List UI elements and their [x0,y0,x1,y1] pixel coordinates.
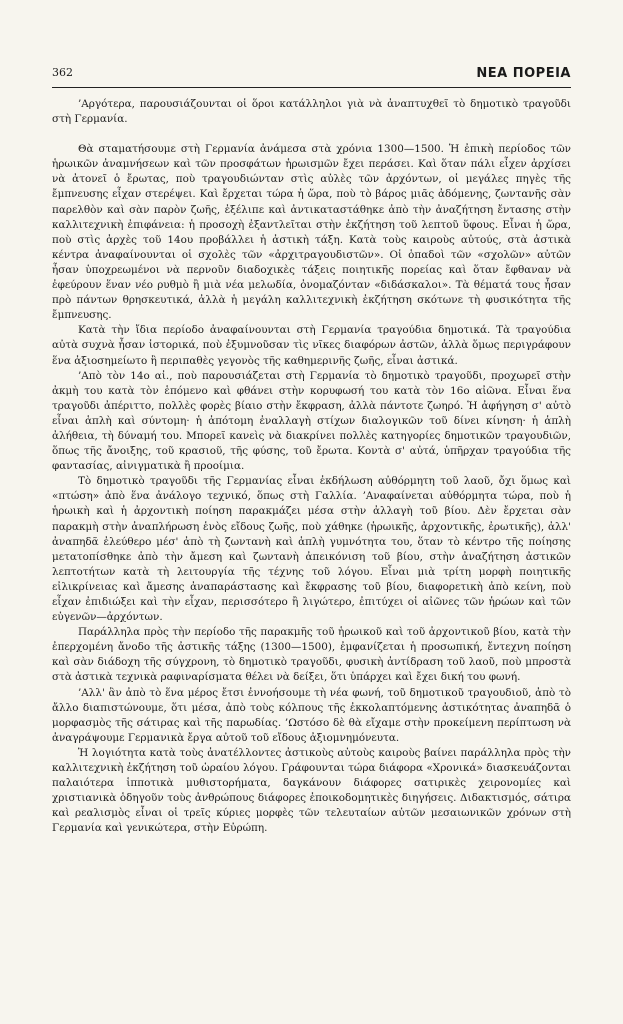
paragraph-4: ’Απὸ τὸν 14ο αἰ., ποὺ παρουσιάζεται στὴ Γερμανία τὸ δημοτικὸ τραγοῦδι, προχωρεῖ στὴν ἀκμὴ του κατὰ τὸν ἑπόμενο καὶ φθάνει στὴν κορυφωσή του κατὰ τὸν 16ο αἰῶνα. Εἶναι ἕνα τραγοῦδι ἀπέριττο, πολλὲς φορὲς βίαιο στὴν ἔκφραση, ἀλλὰ πάντοτε ζωηρό. Ἡ ἀφήγηση σ' αὐτὸ εἶναι ἁπλὴ καὶ σύντομη· ἡ ἀπότομη ἐναλλαγὴ στίχων διαλογικῶν τοῦ δίνει κίνηση· ἡ ἁπλὴ ἀλήθεια, τὴ δύναμή του. Μπορεῖ κανεὶς νὰ διακρίνει πολλὲς κατηγορίες δημοτικῶν τραγουδιῶν, ὅπως τῆς ἄνοιξης, τοῦ κρασιοῦ, τῆς φύσης, τοῦ ἔρωτα. Κοντὰ σ' αὐτά, ὑπῆρχαν τραγούδια τῆς φαντασίας, αἰνιγματικὰ ἢ προοίμια. [52,369,571,473]
paragraph-2: Θὰ σταματήσουμε στὴ Γερμανία ἀνάμεσα στὰ χρόνια 1300—1500. Ἡ ἐπικὴ περίοδος τῶν ἡρωικῶν ἀναμνήσεων καὶ τῶν προσφάτων ἡρωισμῶν ἔχει περάσει. Καὶ ὅταν πάλι εἶχεν ἀρχίσει νὰ ἀτονεῖ ὁ ἔρωτας, ποὺ τραγουδιώνταν στὶς αὐλὲς τῶν ἀρχόντων, οἱ μεγάλες πηγὲς τῆς ἔμπνευσης εἶχαν στερέψει. Καὶ ἔρχεται τώρα ἡ ὥρα, ποὺ τὸ βάρος μιᾶς ἀδόμενης, ζωντανῆς σὰν παρελθὸν καὶ σὰν παρὸν ζωῆς, ἐξέλιπε καὶ ἀντικαταστάθηκε ἀπὸ τὴν ἀναζήτηση ἔντασης στὴν καλλιτεχνικὴ ἐπιφάνεια: ἡ προσοχὴ ἐξαντλεῖται στὴν ἐκζήτηση τοῦ λεπτοῦ ὕφους. Εἶναι ἡ ὥρα, ποὺ στὶς ἀρχὲς τοῦ 14ου προβάλλει ἡ ἀστικὴ τάξη. Κατὰ τοὺς καιροὺς αὐτούς, στὰ ἀστικὰ κέντρα ἀναφαίνουνται οἱ σχολὲς τῶν «ἀρχιτραγουδιστῶν». Οἱ ὁπαδοὶ τῶν «σχολῶν» αὐτῶν ἦσαν ὑποχρεωμένοι νὰ περνοῦν διαδοχικὲς τάξεις ποιητικῆς πορείας καὶ ὅταν ἔφθαναν νὰ ἐφεύρουν ἕναν νέο ρυθμὸ ἢ μιὰ νέα μελωδία, ὀνομαζόνταν «διδάσκαλοι». Τὰ θέματά τους ἦσαν πρὸ πάντων θρησκευτικά, ἀλλὰ ἡ μεγάλη καλλιτεχνικὴ ἐκζήτηση σκότωνε τὴ φυσικότητα τῆς ἔμπνευσης. [52,143,571,322]
paragraph-8: Ἡ λογιότητα κατὰ τοὺς ἀνατέλλοντες ἀστικοὺς αὐτοὺς καιροὺς βαίνει παράλληλα πρὸς τὴν καλλιτεχνικὴ ἐκζήτηση τοῦ ὡραίου λόγου. Γράφουνται τώρα διάφορα «Χρονικά» διασκευάζονται παλαιότερα ἱπποτικὰ μυθιστορήματα, δαγκάνουν διάφορες σατιρικὲς χειρονομίες καὶ χριστιανικὰ ὁδηγοῦν τοὺς ἀνθρώπους διάφορες ἐποικοδομητικὲς διηγήσεις. Διδακτισμός, σάτιρα καὶ ρεαλισμὸς εἶναι οἱ τρεῖς κύριες μορφὲς τῶν τελευταίων αὐτῶν μεσαιωνικῶν χρόνων στὴ Γερμανία καὶ γενικώτερα, στὴν Εὐρώπη. [52,746,571,835]
paragraph-7: ’Αλλ' ἂν ἀπὸ τὸ ἕνα μέρος ἔτσι ἐννοήσουμε τὴ νέα φωνή, τοῦ δημοτικοῦ τραγουδιοῦ, ἀπὸ τὸ ἄλλο διαπιστώνουμε, ὅτι μέσα, ἀπὸ τοὺς κόλπους τῆς ἐκκολαπτόμενης ἀστικότητας ἀναπηδᾶ ὁ μορφασμὸς τῆς σάτιρας καὶ τῆς παρωδίας. ’Ωστόσο δὲ θὰ εἴχαμε στὴν προκείμενη περίπτωση νὰ ἀναγράψουμε Γερμανικὰ ἔργα αὐτοῦ τοῦ εἴδους ἀξιομνημόνευτα. [52,686,571,744]
page-number: 362 [52,66,73,79]
header-rule [52,87,571,88]
paragraph-5: Τὸ δημοτικὸ τραγοῦδι τῆς Γερμανίας εἶναι ἐκδήλωση αὐθόρμητη τοῦ λαοῦ, ὄχι ὅμως καὶ «πτώση» ἀπὸ ἕνα ἀνάλογο τεχνικό, ὅπως στὴ Γαλλία. ’Αναφαίνεται αὐθόρμητα τώρα, ποὺ ἡ ἡρωικὴ καὶ ἡ ἀρχοντικὴ ποίηση παρακμάζει μέσα στὴν ἀλλαγὴ τοῦ βίου. Δὲν ἔρχεται σὰν παρακμὴ στὴν ἀναπλήρωση ἑνὸς εἴδους ζωῆς, ποὺ χάθηκε (ἡρωικῆς, ἀρχοντικῆς, ἐρωτικῆς), ἀλλ' ἀναπηδᾶ ἐλεύθερο μέσ' ἀπὸ τὴ ζωντανὴ καὶ ἁπλὴ γυμνότητα του, ὅταν τὸ κέντρο τῆς ποίησης μετατοπίσθηκε ἀπὸ τὴν ἄμεση καὶ ζωντανὴ ἀπεικόνιση τοῦ βίου, στὴν ἀναζήτηση ἀστικῶν λεπτοτήτων κατὰ τὴ λειτουργία τῆς τέχνης τοῦ λόγου. Εἶναι μιὰ τρίτη μορφὴ ποιητικῆς εἰλικρίνειας καὶ ἄμεσης ἀναπαράστασης καὶ ἔκφρασης τοῦ βίου, διαφορετικὴ ἀπὸ κείνη, ποὺ εἶχαν ἐπιδιώξει καὶ τὴν εἶχαν, περισσότερο ἢ λιγώτερο, ἐπιτύχει οἱ αἰῶνες τῶν ἡρώων καὶ τῶν εὐγενῶν—ἀρχόντων. [52,475,571,624]
journal-title: ΝΕΑ ΠΟΡΕΙΑ [476,66,571,81]
page-header [52,66,571,86]
paragraph-6: Παράλληλα πρὸς τὴν περίοδο τῆς παρακμῆς τοῦ ἡρωικοῦ καὶ τοῦ ἀρχοντικοῦ βίου, κατὰ τὴν ἐπερχομένη ἄνοδο τῆς ἀστικῆς τάξης (1300—1500), ἐμφανίζεται ἡ προσωπική, ἔντεχνη ποίηση καὶ σὰν διάδοχη τῆς σύγχρονη, τὸ δημοτικὸ τραγοῦδι, φυσικὴ ἀντίδραση τοῦ λαοῦ, ποὺ μπροστὰ στὰ ἀστικὰ τεχνικὰ ραφιναρίσματα θέλει νὰ δείξει, ὅτι ὑπάρχει καὶ ἔχει δική του φωνή. [52,626,571,684]
article-body [52,97,571,837]
paragraph-3: Κατὰ τὴν ἴδια περίοδο ἀναφαίνουνται στὴ Γερμανία τραγούδια δημοτικά. Τὰ τραγούδια αὐτὰ συχνὰ ἦσαν ἱστορικά, ποὺ ἐξυμνοῦσαν τὶς νῖκες διαφόρων ἀστῶν, ἀλλὰ ὅμως περιγράφουν ἕνα ἀξιοσημείωτο ἢ περιπαθὲς γεγονὸς τῆς καθημερινῆς ζωῆς, εἶναι ἀστικά. [52,324,571,367]
paragraph-1: ’Αργότερα, παρουσιάζουνται οἱ ὅροι κατάλληλοι γιὰ νὰ ἀναπτυχθεῖ τὸ δημοτικὸ τραγοῦδι στὴ Γερμανία. [52,98,571,126]
